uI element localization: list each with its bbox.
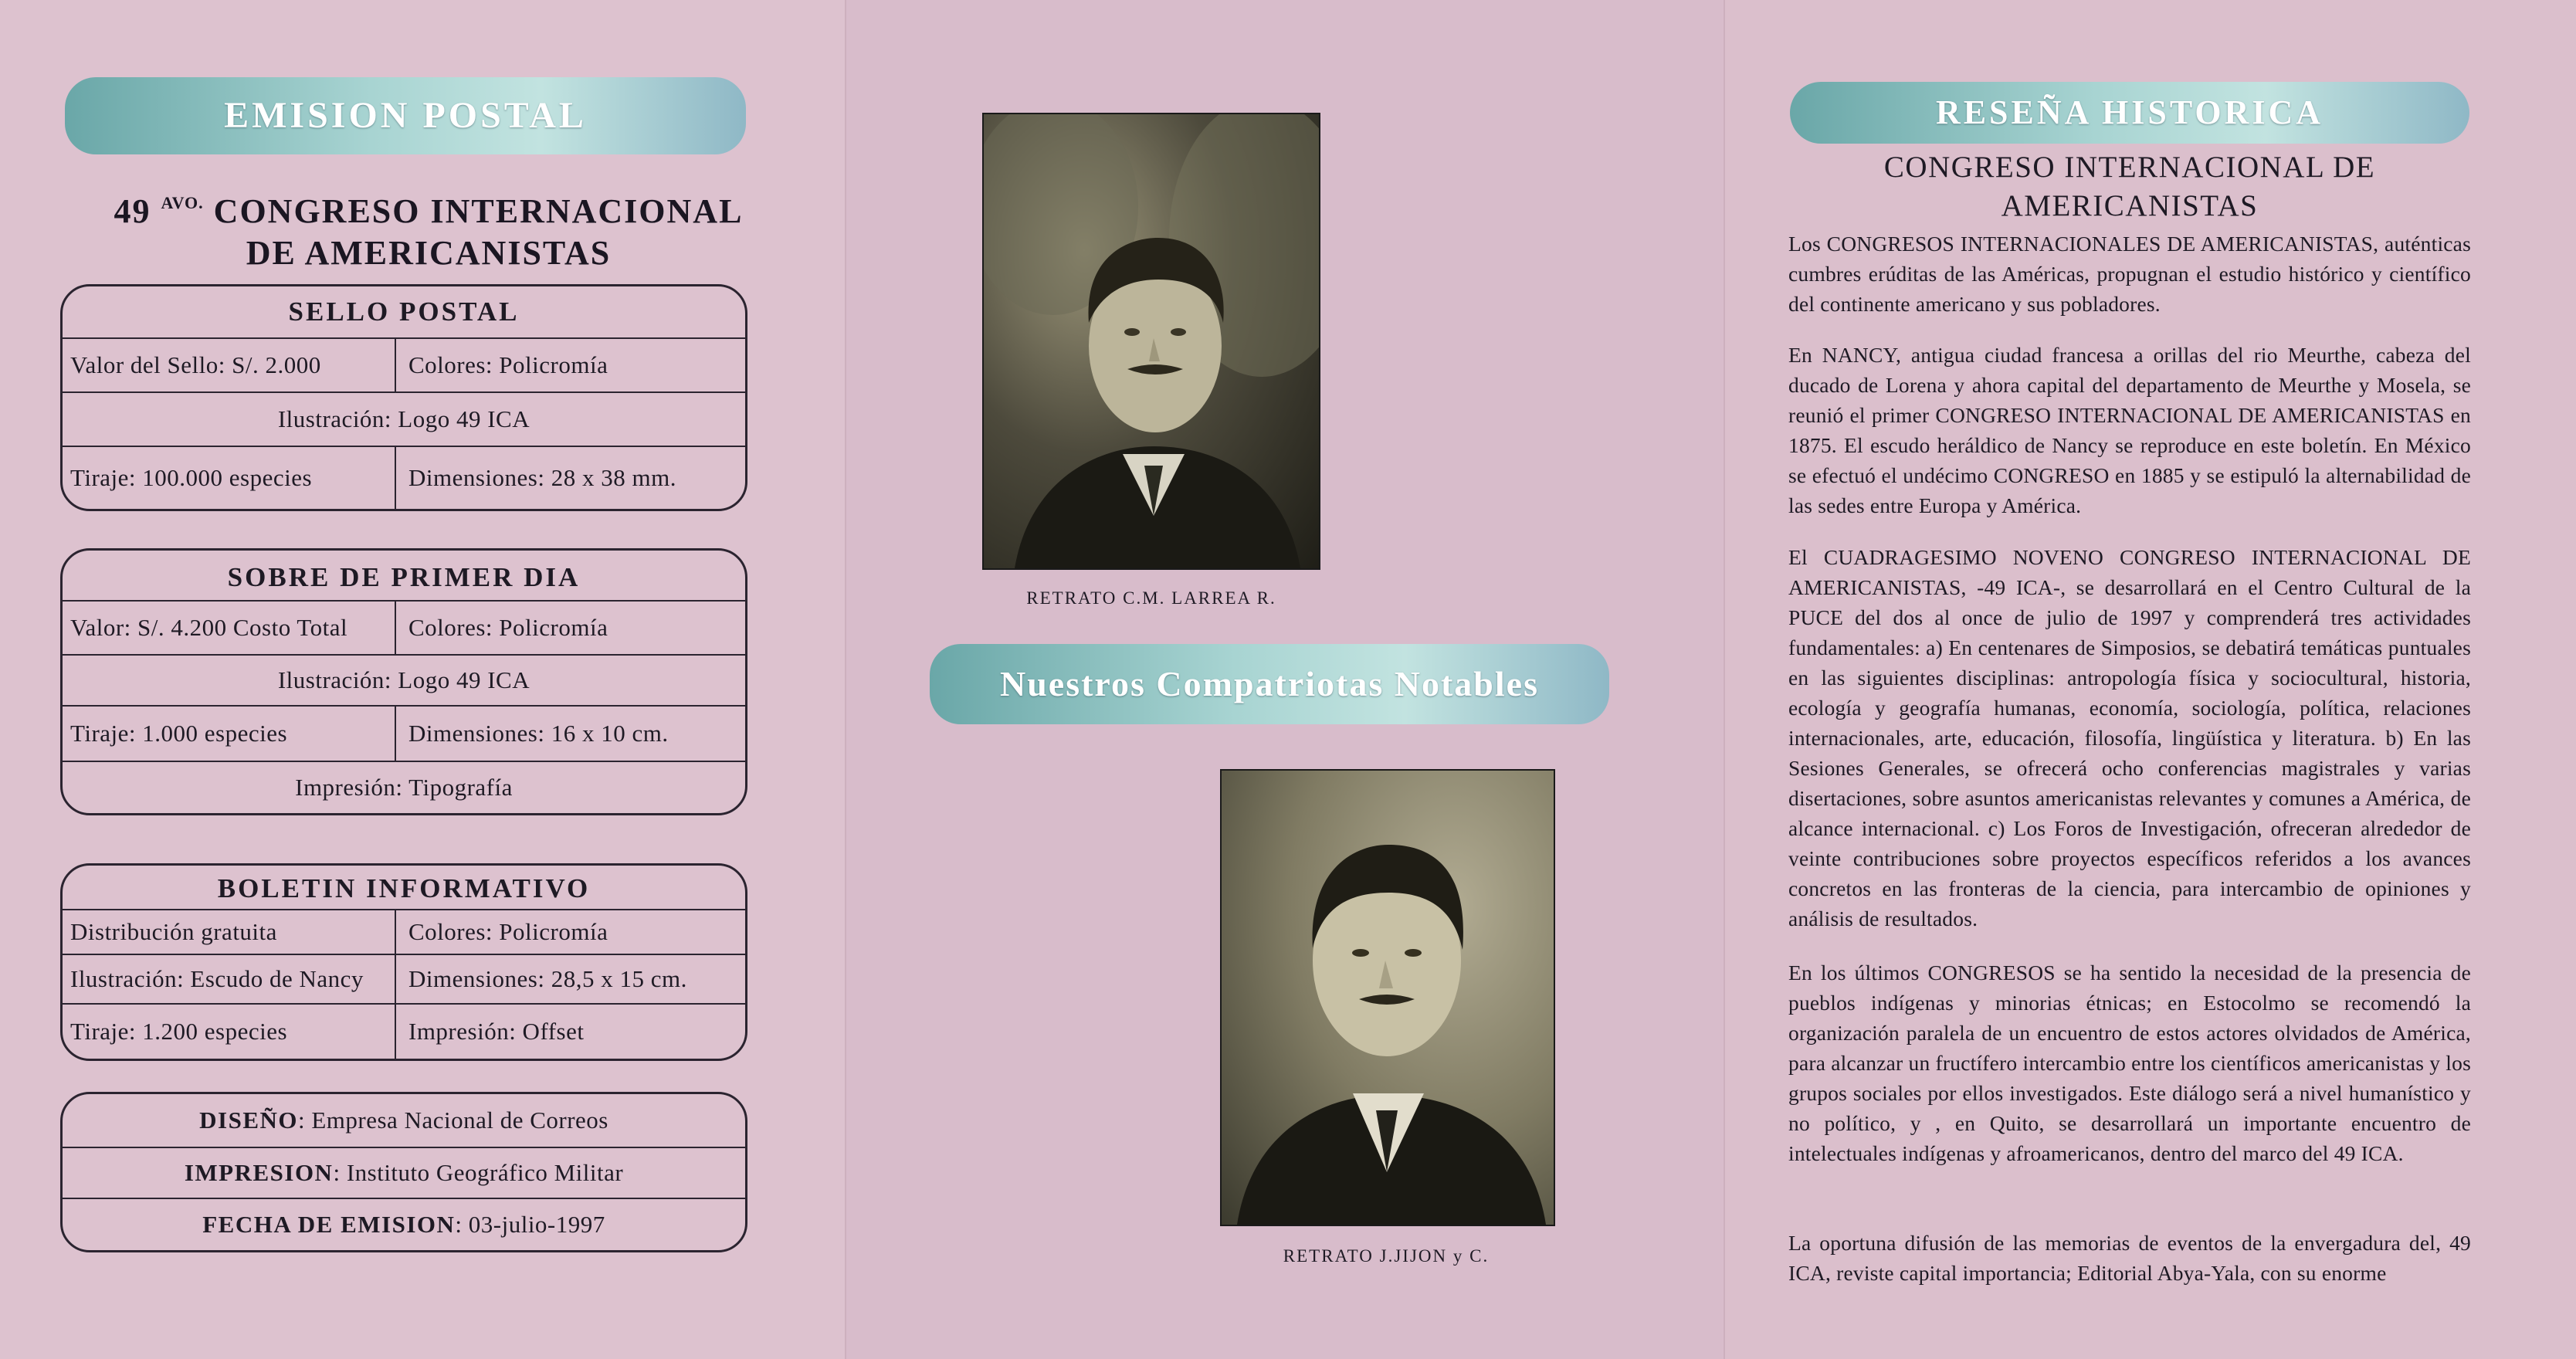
sobre-ilustracion: Ilustración: Logo 49 ICA xyxy=(277,666,530,693)
sobre-colores: Colores: Policromía xyxy=(408,614,608,641)
credit-fecha-label: FECHA DE EMISION xyxy=(202,1211,456,1238)
congress-suffix: AVO. xyxy=(161,193,204,212)
portrait-jijon-icon xyxy=(1222,771,1554,1225)
sello-ilustracion: Ilustración: Logo 49 ICA xyxy=(277,405,530,432)
boletin-impresion: Impresión: Offset xyxy=(408,1018,585,1045)
paragraph-2: En NANCY, antigua ciudad francesa a orillas del rio Meurthe, cabeza del ducado de Lorena y ahora capital del departamento de Meurthe y Mosela, se reunió el primer CONGRESO INTERNACIONAL DE AMERICANISTAS en 1875. El escudo heráldico de Nancy se reproduce en este boletín. En México se efectuó el undécimo CONGRESO en 1885 y se estipuló la alternabilidad de las sedes entre Europa y América. xyxy=(1788,343,2471,517)
congress-line1: CONGRESO INTERNACIONAL xyxy=(213,192,744,230)
emision-postal-title: EMISION POSTAL xyxy=(224,95,587,136)
compatriotas-banner xyxy=(930,644,1609,724)
sello-postal-title: SELLO POSTAL xyxy=(288,297,520,327)
subheading-line1: CONGRESO INTERNACIONAL DE xyxy=(1883,151,2376,184)
portrait-larrea-icon xyxy=(984,114,1319,568)
paragraph-3: El CUADRAGESIMO NOVENO CONGRESO INTERNACIONAL DE AMERICANISTAS, -49 ICA-, se desarrollará en el Centro Cultural de la PUCE del dos al once de julio de 1997 y comprenderá tres actividades fundamentales: a) En centenares de Simposios, se debatirá temáticas puntuales en las siguientes disciplinas: antropología física y sociocultural, historia, ecología y geografía humanas, economía, sociología, política, relaciones internacionales, arte, educación, filosofía, lingüística y literatura. b) En las Sesiones Generales, se ofrecerá ocho conferencias magistrales y varias disertaciones, sobre asuntos americanistas relevantes y comunes a América, de alcance internacional. c) Los Foros de Investigación, ofreceran alrededor de veinte contribuciones sobre proyectos específicos referidos a los avances concretos en las fronteras de la ciencia, para intercambio de opiniones y análisis de resultados. xyxy=(1788,545,2471,930)
paragraph-5: La oportuna difusión de las memorias de eventos de la envergadura del, 49 ICA, reviste capital importancia; Editorial Abya-Yala, con su enorme xyxy=(1788,1231,2471,1285)
caption-larrea: RETRATO C.M. LARREA R. xyxy=(1026,588,1276,608)
boletin-ilustracion: Ilustración: Escudo de Nancy xyxy=(63,955,396,1003)
sello-dimensiones: Dimensiones: 28 x 38 mm. xyxy=(408,464,676,491)
credit-fecha xyxy=(63,1199,745,1250)
credits-box xyxy=(60,1092,747,1252)
credit-fecha-value: : 03-julio-1997 xyxy=(455,1211,605,1238)
sobre-valor: Valor: S/. 4.200 Costo Total xyxy=(63,602,396,654)
credit-diseno-label: DISEÑO xyxy=(199,1107,298,1134)
sobre-tiraje: Tiraje: 1.000 especies xyxy=(63,707,396,761)
subheading-line2: AMERICANISTAS xyxy=(2001,189,2259,222)
boletin-dimensiones: Dimensiones: 28,5 x 15 cm. xyxy=(408,965,687,992)
sello-postal-box xyxy=(60,284,747,511)
credit-diseno xyxy=(63,1094,745,1147)
resena-historica-title: RESEÑA HISTORICA xyxy=(1935,93,2324,131)
sello-colores: Colores: Policromía xyxy=(408,351,608,378)
sobre-dimensiones: Dimensiones: 16 x 10 cm. xyxy=(408,720,669,747)
sello-tiraje: Tiraje: 100.000 especies xyxy=(63,447,396,509)
emision-postal-banner xyxy=(65,77,746,154)
boletin-colores: Colores: Policromía xyxy=(408,918,608,945)
credit-diseno-value: : Empresa Nacional de Correos xyxy=(298,1107,608,1134)
credit-impresion-value: : Instituto Geográfico Militar xyxy=(333,1159,624,1186)
portrait-jijon-photo xyxy=(1220,769,1555,1226)
credit-impresion xyxy=(63,1148,745,1198)
paragraph-1: Los CONGRESOS INTERNACIONALES DE AMERICANISTAS, auténticas cumbres erúditas de las Américas, propugnan el estudio histórico y científico del continente americano y sus pobladores. xyxy=(1788,232,2471,316)
sobre-primer-dia-box xyxy=(60,548,747,815)
congress-line2: DE AMERICANISTAS xyxy=(246,234,612,272)
middle-panel xyxy=(846,0,1725,1359)
congress-number: 49 xyxy=(114,192,151,230)
boletin-tiraje: Tiraje: 1.200 especies xyxy=(63,1005,396,1059)
boletin-informativo-box xyxy=(60,863,747,1061)
credit-impresion-label: IMPRESION xyxy=(184,1159,334,1186)
compatriotas-title: Nuestros Compatriotas Notables xyxy=(999,664,1539,703)
sobre-impresion: Impresión: Tipografía xyxy=(295,774,513,801)
sobre-title: SOBRE DE PRIMER DIA xyxy=(227,562,581,592)
congress-subheading xyxy=(1790,148,2469,225)
paragraph-4: En los últimos CONGRESOS se ha sentido la necesidad de la presencia de pueblos indígenas y minorias étnicas; en Estocolmo se recomendó la organización paralela de un encuentro de estos actores olvidados de América, para alcanzar un fructífero intercambio entre los científicos americanistas y los grupos sociales por ellos investigados. Este diálogo será a nivel humanístico y no político, y , en Quito, se desarrollará un importante encuentro de intelectuales indígenas y afroamericanos, dentro del marco del 49 ICA. xyxy=(1788,961,2471,1165)
boletin-distribucion: Distribución gratuita xyxy=(63,910,396,954)
caption-jijon: RETRATO J.JIJON y C. xyxy=(1283,1246,1490,1266)
congress-heading xyxy=(31,182,826,274)
portrait-larrea-photo xyxy=(982,113,1320,570)
left-panel xyxy=(0,0,846,1359)
resena-historica-banner xyxy=(1790,82,2469,144)
sello-valor: Valor del Sello: S/. 2.000 xyxy=(63,339,396,391)
boletin-title: BOLETIN INFORMATIVO xyxy=(217,873,591,903)
